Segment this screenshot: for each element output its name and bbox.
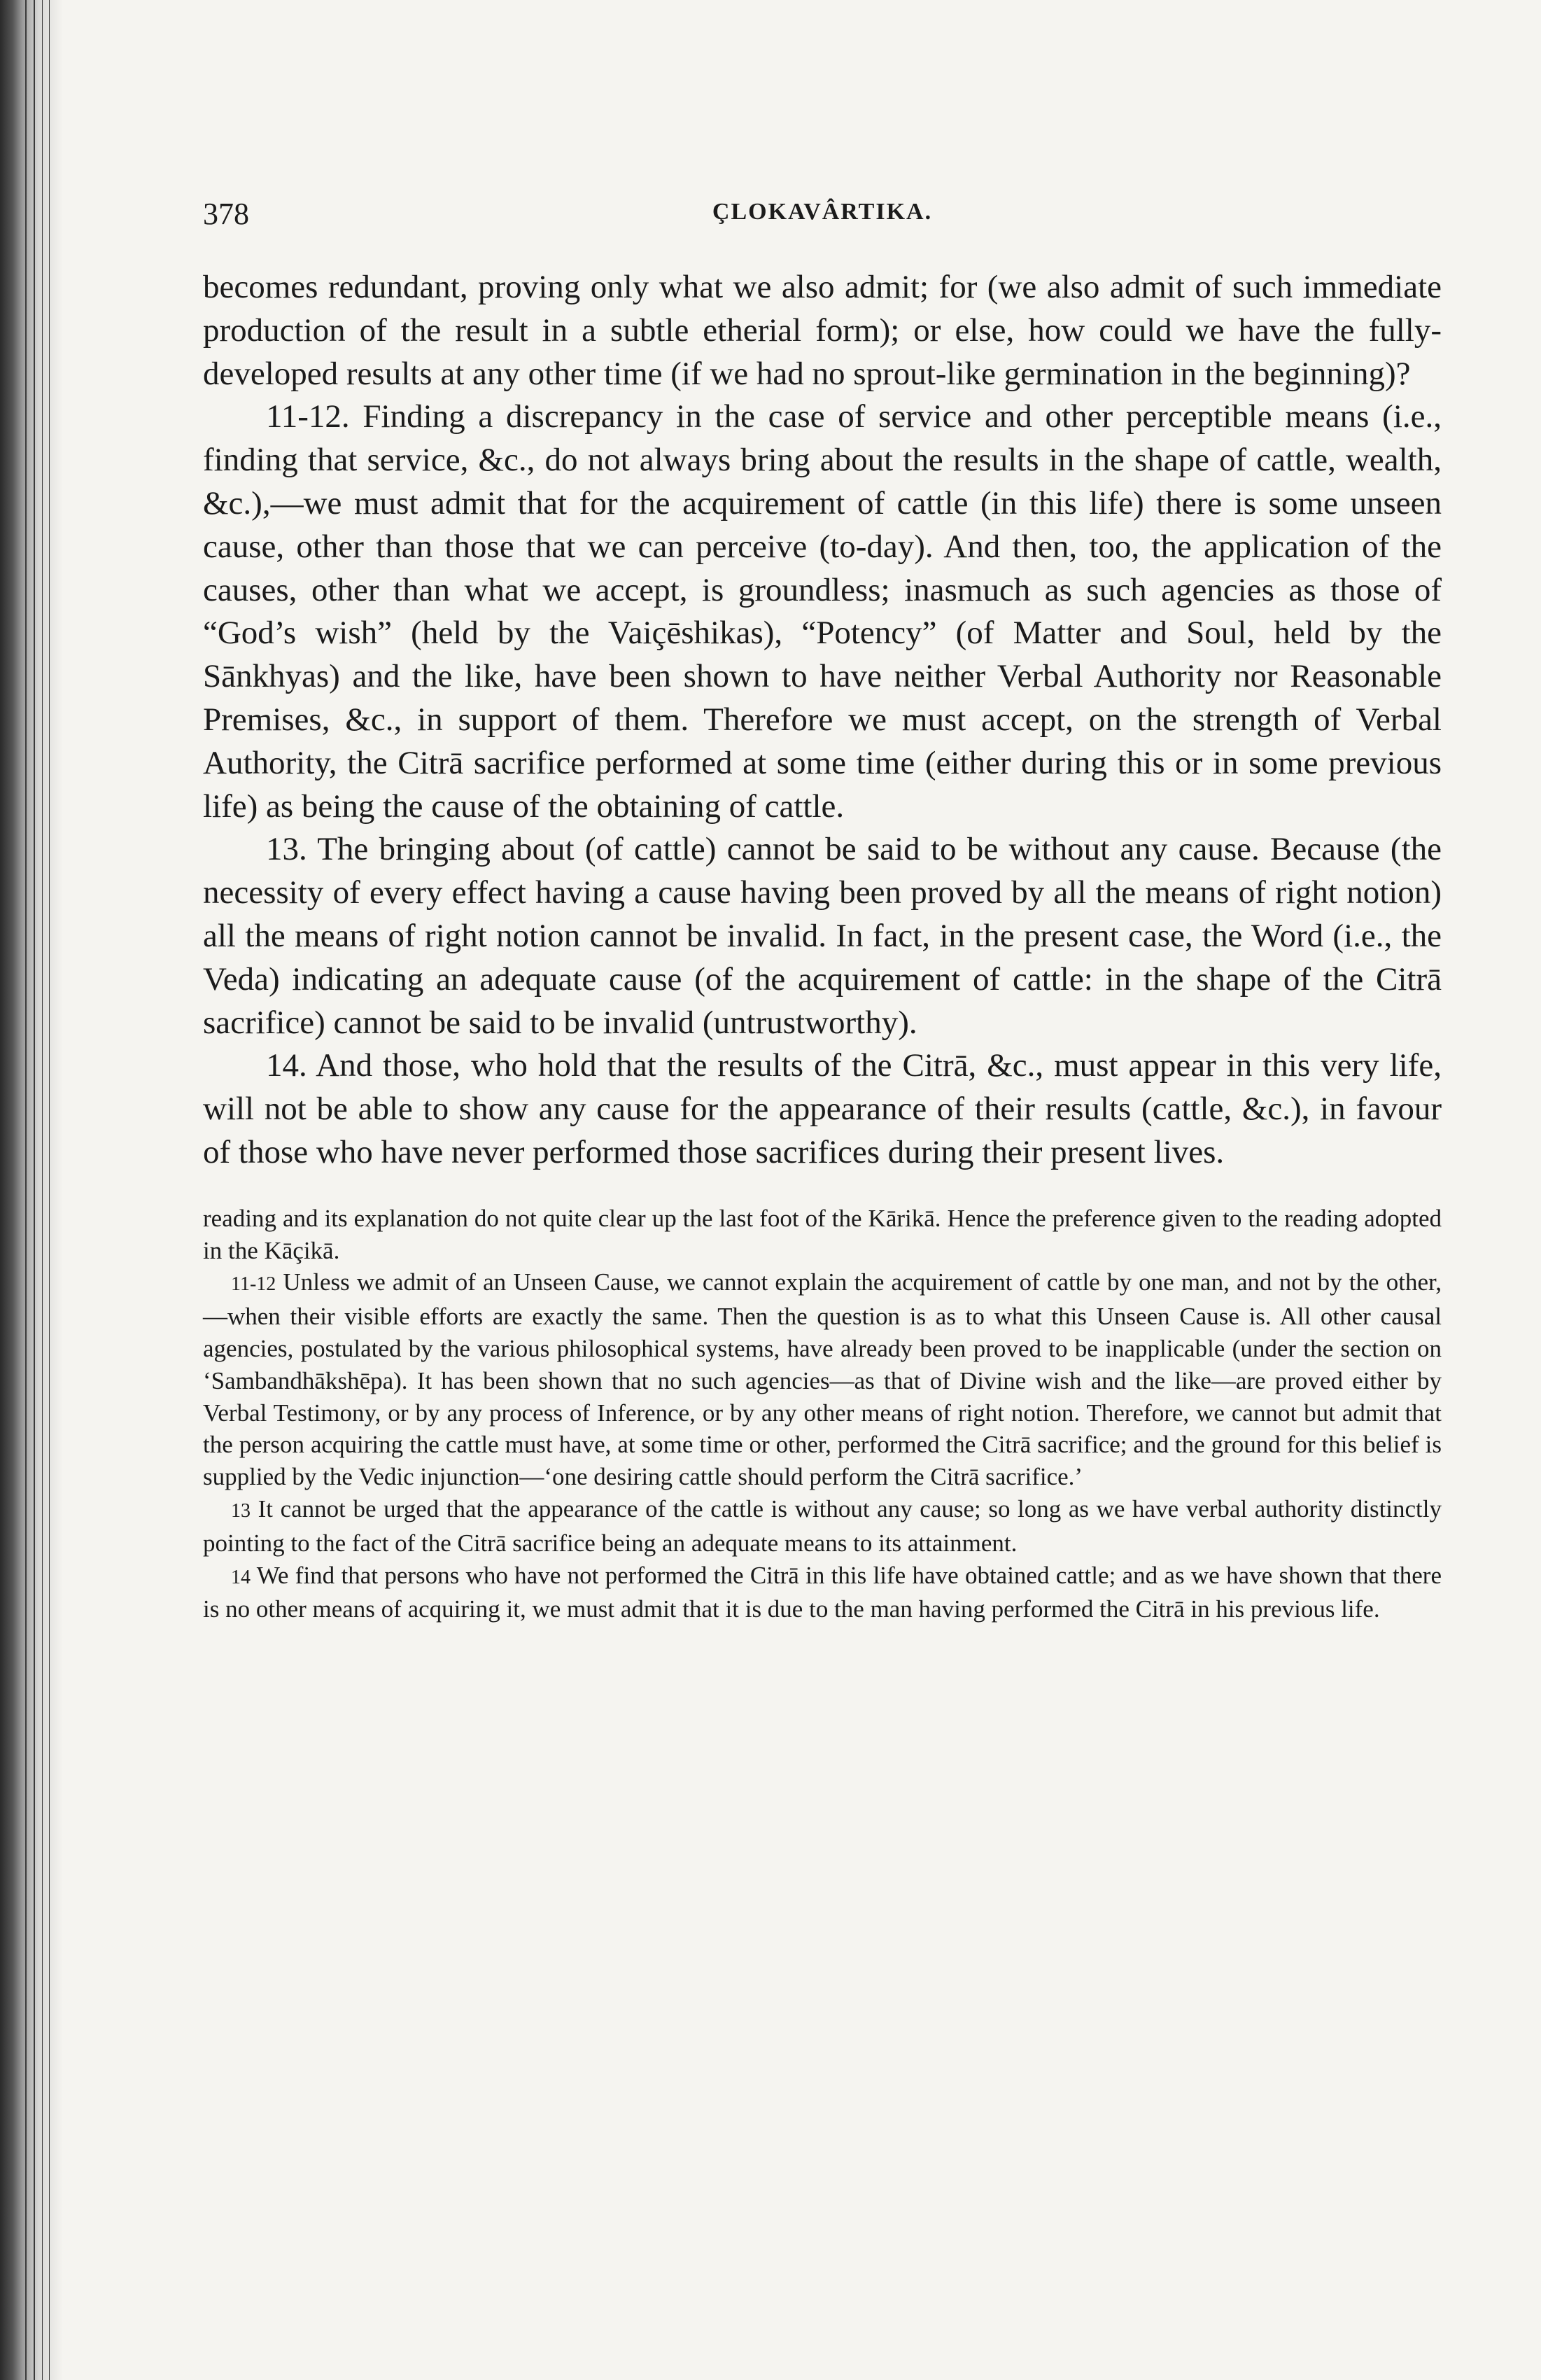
scan-gutter-shadow bbox=[0, 0, 63, 2380]
scan-gutter-line bbox=[49, 0, 50, 2380]
running-head bbox=[203, 189, 1442, 238]
footnote-text: reading and its explanation do not quite clear up the last foot of the Kārikā. Hence the preference given to the reading adopted in the Kāçikā. bbox=[203, 1204, 1442, 1264]
footnote bbox=[203, 1493, 1442, 1560]
footnotes bbox=[203, 1203, 1442, 1625]
book-page bbox=[203, 189, 1442, 1625]
footnote-text: It cannot be urged that the appearance of the cattle is without any cause; so long as we have verbal authority distinctly pointing to the fact of the Citrā sacrifice being an adequate means to its attainment. bbox=[203, 1494, 1442, 1557]
main-text bbox=[203, 266, 1442, 1175]
scan-gutter-line bbox=[25, 0, 27, 2380]
running-title: ÇLOKAVÂRTIKA. bbox=[712, 199, 933, 225]
scan-gutter-line bbox=[42, 0, 43, 2380]
footnote bbox=[203, 1266, 1442, 1493]
footnote-number: 14 bbox=[231, 1566, 251, 1588]
page-number: 378 bbox=[203, 197, 249, 231]
main-paragraph: becomes redundant, proving only what we also admit; for (we also admit of such immediate production of the result in a subtle etherial form); or else, how could we have the fully-developed results at any other time (if we had no sprout-like germination in the beginning)? bbox=[203, 269, 1442, 392]
main-paragraph: 13. The bringing about (of cattle) cannot be said to be without any cause. Because (the necessity of every effect having a cause having been proved by all the means of right notion) all the means of right notion cannot be invalid. In fact, in the present case, the Word (i.e., the Veda) indicating an adequate cause (of the acquirement of cattle: in the shape of the Citrā sacrifice) cannot be said to be invalid (untrustworthy). bbox=[203, 831, 1442, 1041]
footnote bbox=[203, 1560, 1442, 1626]
footnote-number: 11-12 bbox=[231, 1273, 276, 1296]
footnote-number: 13 bbox=[231, 1499, 251, 1522]
main-paragraph: 14. And those, who hold that the results of the Citrā, &c., must appear in this very life, will not be able to show any cause for the appearance of their results (cattle, &c.), in favour of those who have never performed those sacrifices during their present lives. bbox=[203, 1047, 1442, 1170]
scan-gutter-line bbox=[34, 0, 35, 2380]
footnote-text: We find that persons who have not performed the Citrā in this life have obtained cattle; and as we have shown that there is no other means of acquiring it, we must admit that it is due to the man having performed the Citrā in his previous life. bbox=[203, 1561, 1442, 1623]
footnote bbox=[203, 1203, 1442, 1267]
footnote-text: Unless we admit of an Unseen Cause, we cannot explain the acquirement of cattle by one man, and not by the other,—when their visible efforts are exactly the same. Then the question is as to what this Unseen Cause is. All other causal agencies, postulated by the various philosophical systems, have already been proved to be inapplicable (under the section on ‘Sambandhākshēpa). It has been shown that no such agencies—as that of Divine wish and the like—are proved either by Verbal Testimony, or by any process of Inference, or by any other means of right notion. Therefore, we cannot but admit that the person acquiring the cattle must have, at some time or other, performed the Citrā sacrifice; and the ground for this belief is supplied by the Vedic injunction—‘one desiring cattle should perform the Citrā sacrifice.’ bbox=[203, 1268, 1442, 1491]
main-paragraph: 11-12. Finding a discrepancy in the case of service and other perceptible means (i.e., finding that service, &c., do not always bring about the results in the shape of cattle, wealth, &c.),—we must admit that for the acquirement of cattle (in this life) there is some unseen cause, other than those that we can perceive (to-day). And then, too, the application of the causes, other than what we accept, is groundless; inasmuch as such agencies as those of “God’s wish” (held by the Vaiçēshikas), “Potency” (of Matter and Soul, held by the Sānkhyas) and the like, have been shown to have neither Verbal Authority nor Reasonable Premises, &c., in support of them. Therefore we must accept, on the strength of Verbal Authority, the Citrā sacrifice performed at some time (either during this or in some previous life) as being the cause of the obtaining of cattle. bbox=[203, 398, 1442, 825]
